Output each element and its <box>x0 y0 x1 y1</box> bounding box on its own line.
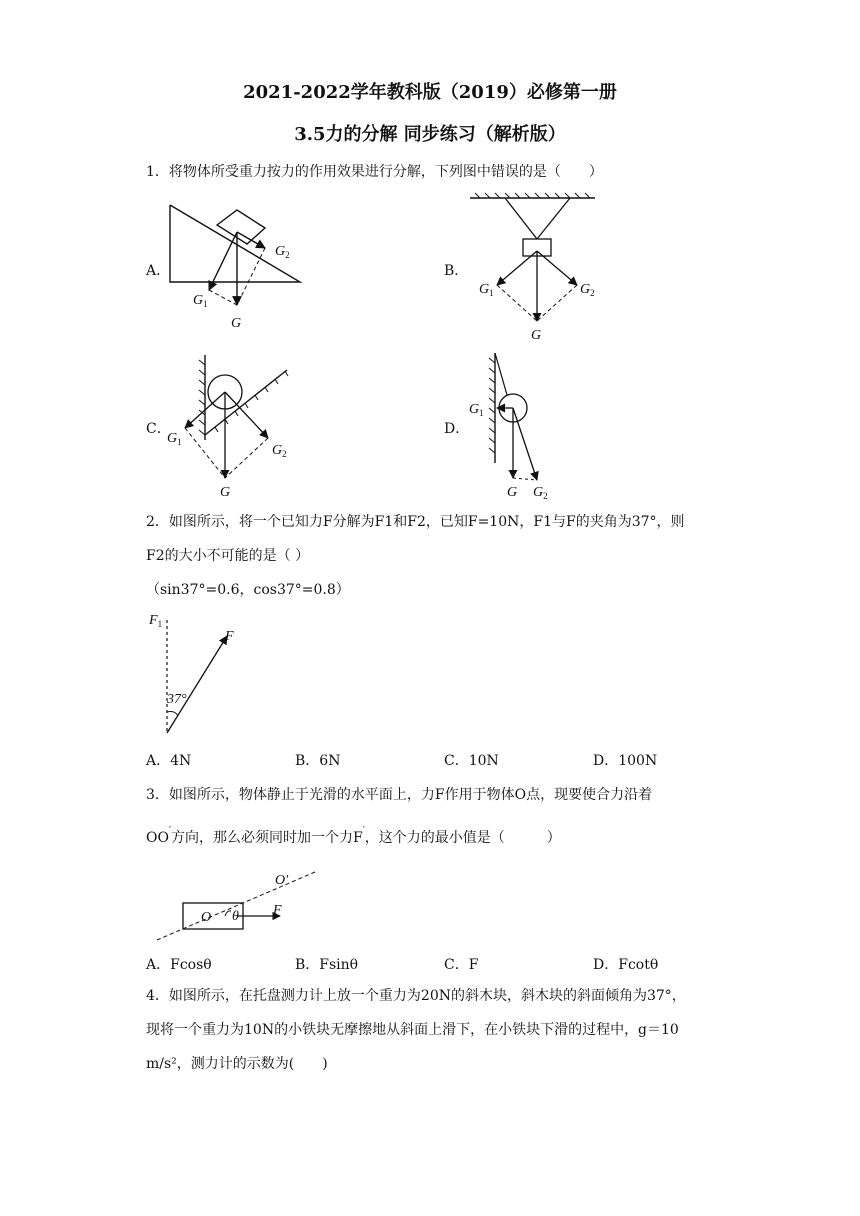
q3-stem-line2: OO′方向，那么必须同时加一个力F′，这个力的最小值是（ ） <box>146 826 561 846</box>
q3-option-a: A．Fcosθ <box>146 957 212 973</box>
label-g1: $G_1$ <box>479 282 494 298</box>
label-g: G <box>531 328 542 343</box>
label-o-prime: O′ <box>275 873 289 888</box>
q1-figure-d <box>465 348 575 503</box>
q1-figure-c <box>165 350 300 500</box>
q2-stem-line2: F2的大小不可能的是（ ） <box>146 548 310 564</box>
label-g1: $G_1$ <box>193 293 208 309</box>
q1-option-c: C． <box>146 421 171 437</box>
q1-option-d: D． <box>444 421 470 437</box>
label-g: G <box>220 485 231 500</box>
q4-stem-line3: m/s²，测力计的示数为( ) <box>146 1056 328 1072</box>
q2-option-a: A．4N <box>146 753 192 769</box>
q2-option-d: D．100N <box>593 753 658 769</box>
label-f: F <box>225 629 234 644</box>
label-g2: $G_2$ <box>275 244 290 260</box>
label-g: G <box>231 316 242 331</box>
angle-label: 37° <box>167 692 187 707</box>
q2-option-c: C．10N <box>444 753 499 769</box>
q2-hint: （sin37°=0.6，cos37°=0.8） <box>146 582 350 598</box>
doc-title-line1: 2021-2022学年教科版（2019）必修第一册 <box>243 82 617 103</box>
q1-figure-a <box>165 200 315 335</box>
label-g2: $G_2$ <box>580 282 595 298</box>
label-g2: $G_2$ <box>533 485 548 501</box>
label-g: G <box>507 485 518 500</box>
q3-stem-line1: 3．如图所示，物体静止于光滑的水平面上，力F作用于物体O点，现要使合力沿着 <box>146 787 653 803</box>
q1-figure-b <box>465 193 605 343</box>
q2-option-b: B．6N <box>295 753 341 769</box>
label-f: F <box>273 903 282 918</box>
q1-stem: 1．将物体所受重力按力的作用效果进行分解，下列图中错误的是（ ） <box>146 164 603 180</box>
label-g1: $G_1$ <box>167 431 182 447</box>
q3-option-d: D．Fcotθ <box>593 957 659 973</box>
label-f1: $F_1$ <box>149 613 163 629</box>
q1-option-a: A． <box>146 263 171 279</box>
q1-option-b: B． <box>444 263 469 279</box>
q4-stem-line2: 现将一个重力为10N的小铁块无摩擦地从斜面上滑下，在小铁块下滑的过程中，g＝10 <box>146 1022 679 1038</box>
label-o: O <box>201 910 212 925</box>
doc-title-line2: 3.5力的分解 同步练习（解析版） <box>294 124 566 145</box>
q3-option-c: C．F <box>444 957 479 973</box>
label-g1: $G_1$ <box>469 402 484 418</box>
q2-figure <box>145 608 255 738</box>
q3-option-b: B．Fsinθ <box>295 957 359 973</box>
q2-stem-line1: 2．如图所示，将一个已知力F分解为F1和F2，已知F=10N，F1与F的夹角为37°，则 <box>146 514 685 530</box>
label-theta: θ <box>232 909 239 924</box>
label-g2: $G_2$ <box>272 443 287 459</box>
q4-stem-line1: 4．如图所示，在托盘测力计上放一个重力为20N的斜木块，斜木块的斜面倾角为37°， <box>146 988 686 1004</box>
q3-figure <box>155 866 330 946</box>
